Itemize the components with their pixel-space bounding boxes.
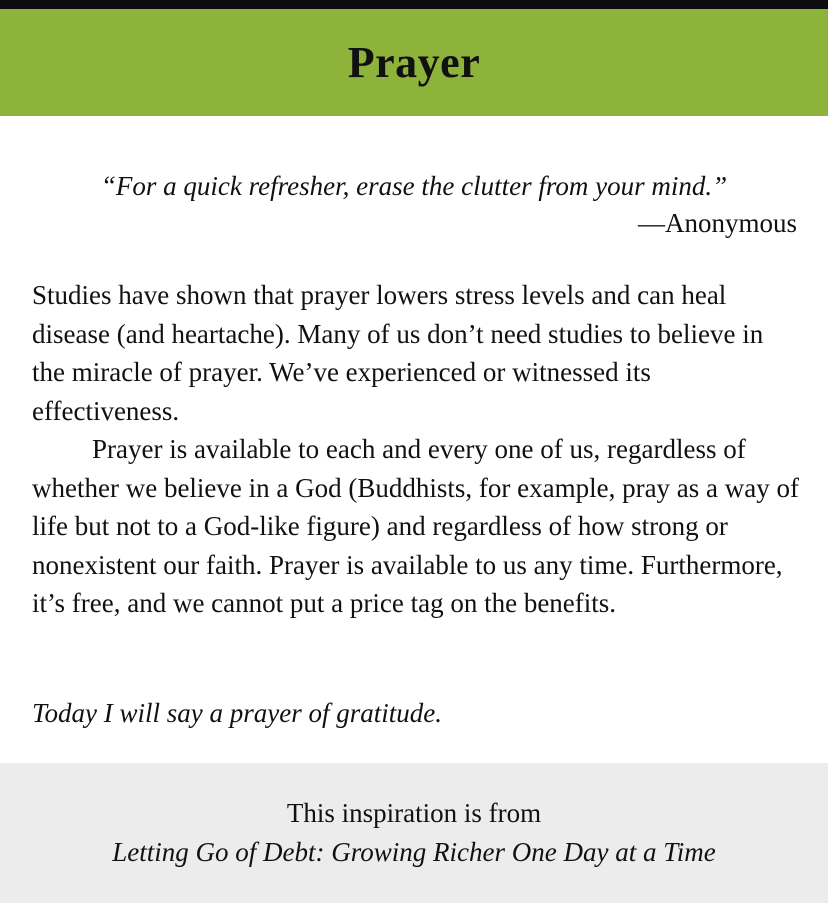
body-paragraph-1: Studies have shown that prayer lowers stress levels and can heal disease (and heartache). Many of us don’t need studies to believe in the miracle of prayer. We’ve experienced or witnessed its effectiveness.	[32, 280, 764, 426]
page-title: Prayer	[347, 38, 481, 87]
quote-attribution: —Anonymous	[637, 208, 797, 238]
body-text	[32, 276, 802, 623]
footer-intro: This inspiration is from	[286, 798, 542, 828]
header-bar	[0, 9, 828, 116]
quote-text: “For a quick refresher, erase the clutter from your mind.”	[100, 171, 728, 201]
top-strip	[0, 0, 828, 9]
daily-affirmation: Today I will say a prayer of gratitude.	[32, 698, 442, 728]
body-paragraph-2: Prayer is available to each and every one of us, regardless of whether we believe in a God (Buddhists, for example, pray as a way of life but not to a God-like figure) and regardless of how strong or nonexistent our faith. Prayer is available to us any time. Furthermore, it’s free, and we cannot put a price tag on the benefits.	[32, 434, 800, 618]
source-footer	[0, 763, 828, 903]
book-title: Letting Go of Debt: Growing Richer One Day at a Time	[112, 837, 716, 867]
